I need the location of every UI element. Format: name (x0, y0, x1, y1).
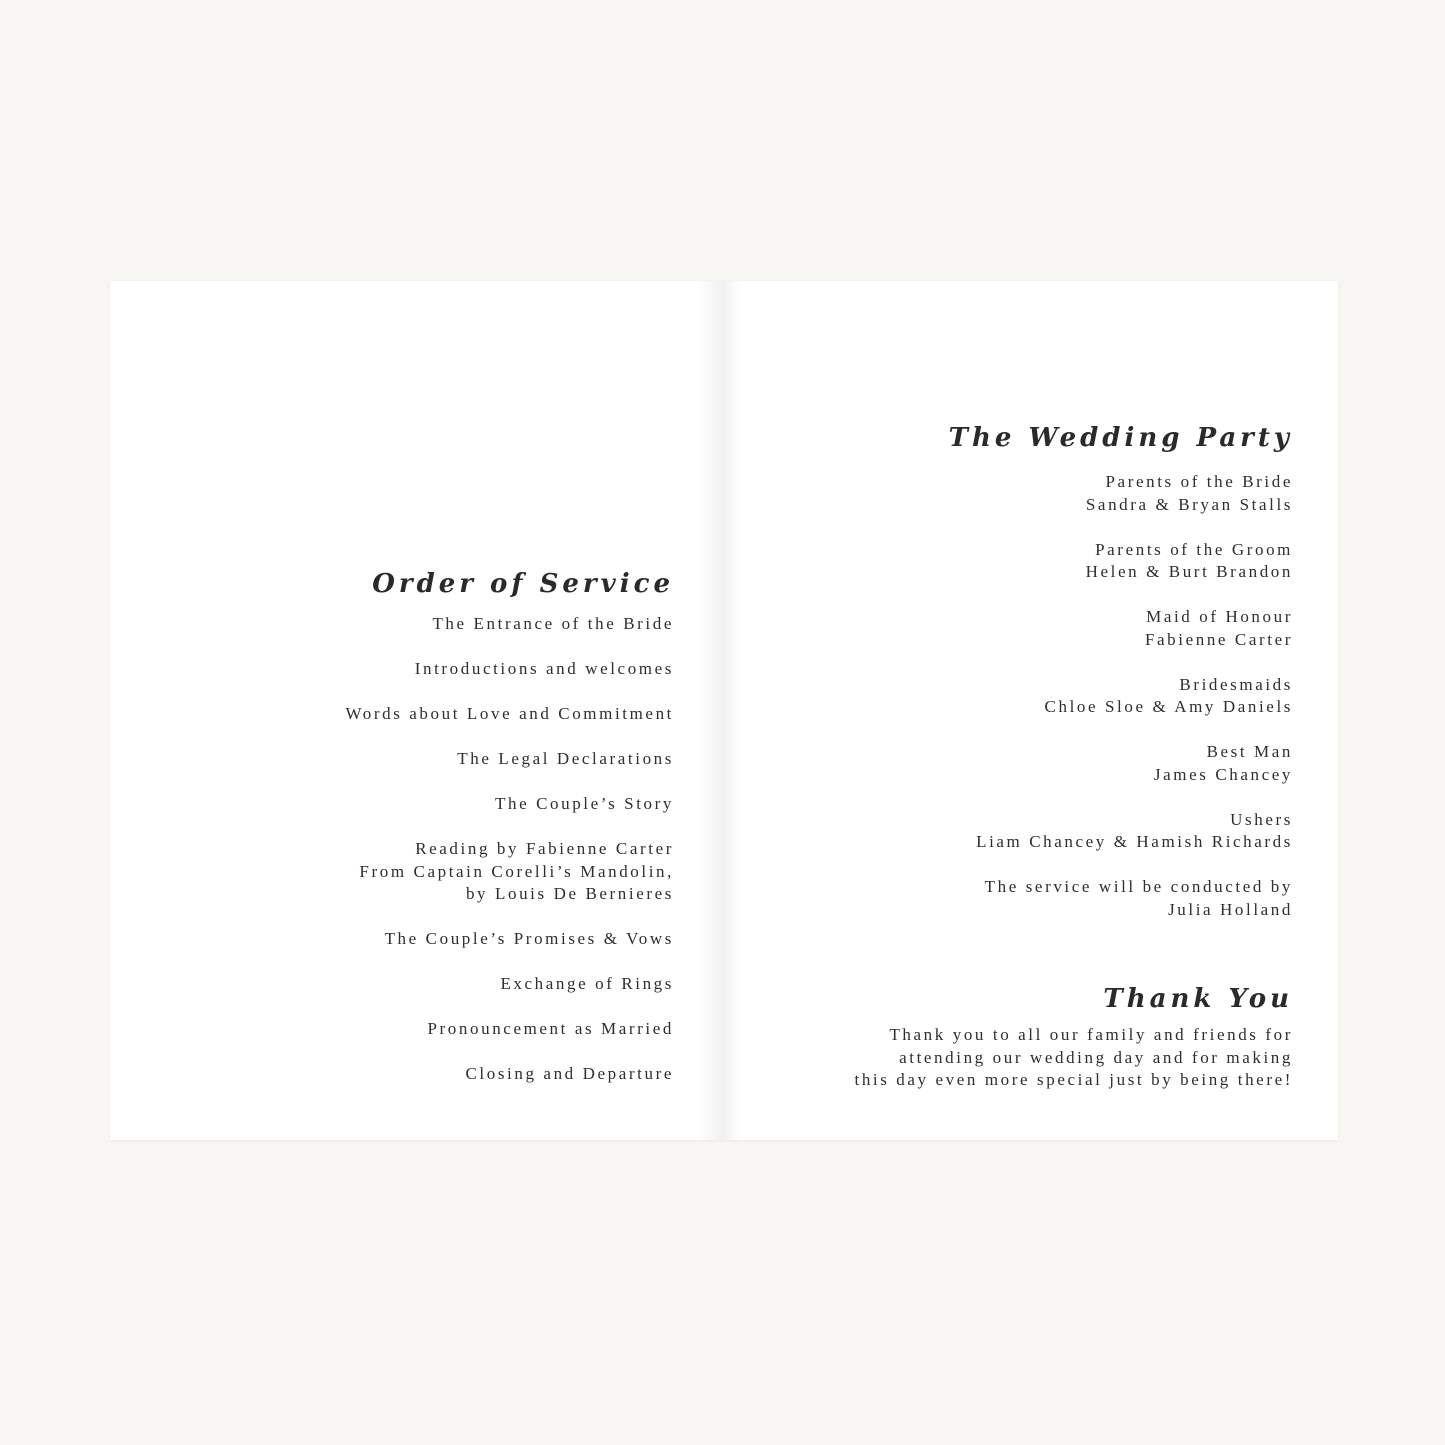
service-item (154, 973, 674, 996)
party-member (733, 741, 1293, 786)
thank-you-text: Thank you to all our family and friends for (889, 1025, 1293, 1044)
service-item (154, 703, 674, 726)
service-item (154, 748, 674, 771)
officiant (733, 876, 1293, 921)
service-item-text: Words about Love and Commitment (345, 704, 674, 723)
party-role: Ushers (1230, 809, 1293, 829)
service-item-text: The Couple’s Story (494, 794, 674, 813)
service-item (154, 928, 674, 951)
order-of-service-section (154, 569, 674, 1108)
party-role: Parents of the Bride (1105, 472, 1293, 491)
party-names: Julia Holland (1168, 899, 1293, 919)
service-item-text: by Louis De Bernieres (465, 884, 674, 903)
service-item-text: Closing and Departure (465, 1064, 674, 1083)
programme-spread (110, 281, 1338, 1140)
service-item (154, 793, 674, 816)
service-item (154, 658, 674, 681)
service-item (154, 613, 674, 636)
thank-you-text: attending our wedding day and for making (899, 1047, 1293, 1067)
left-page (110, 281, 722, 1140)
party-role: Maid of Honour (1146, 607, 1293, 626)
service-item (154, 1063, 674, 1086)
service-item-text: Reading by Fabienne Carter (415, 839, 674, 858)
thank-you-section (733, 984, 1293, 1092)
service-item-text: The Couple’s Promises & Vows (384, 929, 674, 948)
party-names: Liam Chancey & Hamish Richards (976, 832, 1293, 851)
party-names: Fabienne Carter (1144, 629, 1293, 649)
party-role: The service will be conducted by (984, 877, 1293, 896)
service-item-text: Introductions and welcomes (414, 659, 674, 678)
party-member (733, 606, 1293, 651)
party-names: Sandra & Bryan Stalls (1085, 494, 1293, 514)
service-item-text: From Captain Corelli’s Mandolin, (359, 861, 674, 881)
service-item-text: The Legal Declarations (457, 749, 674, 768)
party-member (733, 674, 1293, 719)
order-of-service-heading: Order of Service (372, 569, 674, 599)
service-item (154, 1018, 674, 1041)
wedding-party-section (733, 423, 1293, 944)
party-names: James Chancey (1153, 764, 1293, 784)
party-role: Parents of the Groom (1095, 539, 1293, 559)
right-page (722, 281, 1338, 1140)
thank-you-heading: Thank You (1103, 984, 1293, 1014)
service-item-text: The Entrance of the Bride (432, 614, 674, 633)
party-role: Best Man (1206, 742, 1293, 761)
party-member (733, 539, 1293, 584)
party-member (733, 471, 1293, 516)
wedding-party-heading: The Wedding Party (948, 423, 1293, 453)
party-names: Chloe Sloe & Amy Daniels (1044, 697, 1293, 716)
service-item-reading (154, 838, 674, 906)
party-role: Bridesmaids (1179, 674, 1293, 694)
party-names: Helen & Burt Brandon (1085, 562, 1293, 581)
thank-you-text: this day even more special just by being there! (854, 1070, 1293, 1089)
party-member (733, 809, 1293, 854)
service-item-text: Exchange of Rings (500, 974, 674, 993)
service-item-text: Pronouncement as Married (427, 1019, 674, 1038)
